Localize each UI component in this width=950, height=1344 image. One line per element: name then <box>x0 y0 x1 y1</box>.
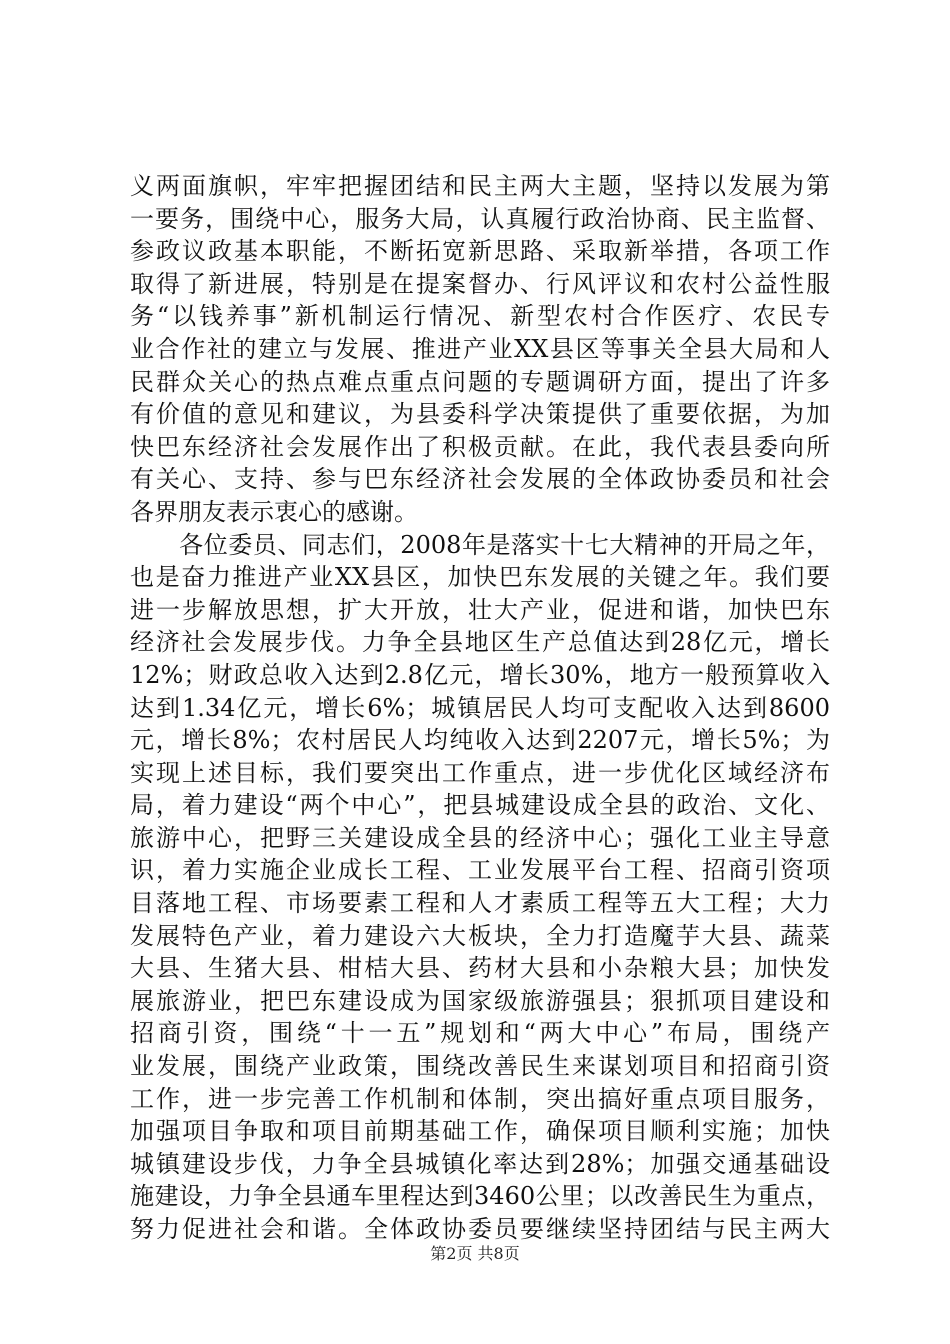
text-line: 也是奋力推进产业XX县区，加快巴东发展的关键之年。我们要 <box>130 563 830 592</box>
body-text <box>130 170 830 1246</box>
text-line: 施建设，力争全县通车里程达到3460公里；以改善民生为重点， <box>130 1182 830 1211</box>
text-line: 进一步解放思想，扩大开放，壮大产业，促进和谐，加快巴东 <box>130 595 830 624</box>
text-line: 大县、生猪大县、柑桔大县、药材大县和小杂粮大县；加快发 <box>130 954 830 983</box>
text-line: 城镇建设步伐，力争全县城镇化率达到28%；加强交通基础设 <box>130 1149 830 1178</box>
text-line: 民群众关心的热点难点重点问题的专题调研方面，提出了许多 <box>130 367 830 396</box>
text-line: 发展特色产业，着力建设六大板块，全力打造魔芋大县、蔬菜 <box>130 921 830 950</box>
text-line: 达到1.34亿元，增长6%；城镇居民人均可支配收入达到8600 <box>130 693 830 722</box>
text-line: 各界朋友表示衷心的感谢。 <box>130 497 418 526</box>
text-line: 经济社会发展步伐。力争全县地区生产总值达到28亿元，增长 <box>130 628 830 657</box>
text-line: 有关心、支持、参与巴东经济社会发展的全体政协委员和社会 <box>130 465 830 494</box>
text-line: 取得了新进展，特别是在提案督办、行风评议和农村公益性服 <box>130 269 830 298</box>
text-line: 识，着力实施企业成长工程、工业发展平台工程、招商引资项 <box>130 856 830 885</box>
text-line: 各位委员、同志们，2008年是落实十七大精神的开局之年， <box>130 530 830 559</box>
page-footer: 第2页 共8页 <box>430 1244 520 1263</box>
text-line: 义两面旗帜，牢牢把握团结和民主两大主题，坚持以发展为第 <box>130 172 830 200</box>
text-line: 12%；财政总收入达到2.8亿元，增长30%，地方一般预算收入 <box>130 660 830 689</box>
text-line: 旅游中心，把野三关建设成全县的经济中心；强化工业主导意 <box>130 823 830 852</box>
text-line: 有价值的意见和建议，为县委科学决策提供了重要依据，为加 <box>130 400 830 429</box>
text-line: 业发展，围绕产业政策，围绕改善民生来谋划项目和招商引资 <box>130 1052 830 1081</box>
text-line: 工作，进一步完善工作机制和体制，突出搞好重点项目服务， <box>130 1084 830 1113</box>
text-line: 参政议政基本职能，不断拓宽新思路、采取新举措，各项工作 <box>130 237 830 266</box>
text-line: 快巴东经济社会发展作出了积极贡献。在此，我代表县委向所 <box>130 432 830 461</box>
text-line: 努力促进社会和谐。全体政协委员要继续坚持团结与民主两大 <box>130 1215 830 1243</box>
text-line: 一要务，围绕中心，服务大局，认真履行政治协商、民主监督、 <box>130 204 830 233</box>
text-line: 元，增长8%；农村居民人均纯收入达到2207元，增长5%；为 <box>130 726 830 755</box>
text-line: 务“以钱养事”新机制运行情况、新型农村合作医疗、农民专 <box>130 302 830 331</box>
text-line: 展旅游业，把巴东建设成为国家级旅游强县；狠抓项目建设和 <box>130 986 830 1015</box>
text-line: 招商引资，围绕“十一五”规划和“两大中心”布局，围绕产 <box>130 1019 830 1048</box>
text-line: 加强项目争取和项目前期基础工作，确保项目顺利实施；加快 <box>130 1117 830 1146</box>
text-line: 局，着力建设“两个中心”，把县城建设成全县的政治、文化、 <box>130 791 830 820</box>
text-line: 目落地工程、市场要素工程和人才素质工程等五大工程；大力 <box>130 889 830 918</box>
text-line: 业合作社的建立与发展、推进产业XX县区等事关全县大局和人 <box>130 334 830 363</box>
text-line: 实现上述目标，我们要突出工作重点，进一步优化区域经济布 <box>130 758 830 787</box>
